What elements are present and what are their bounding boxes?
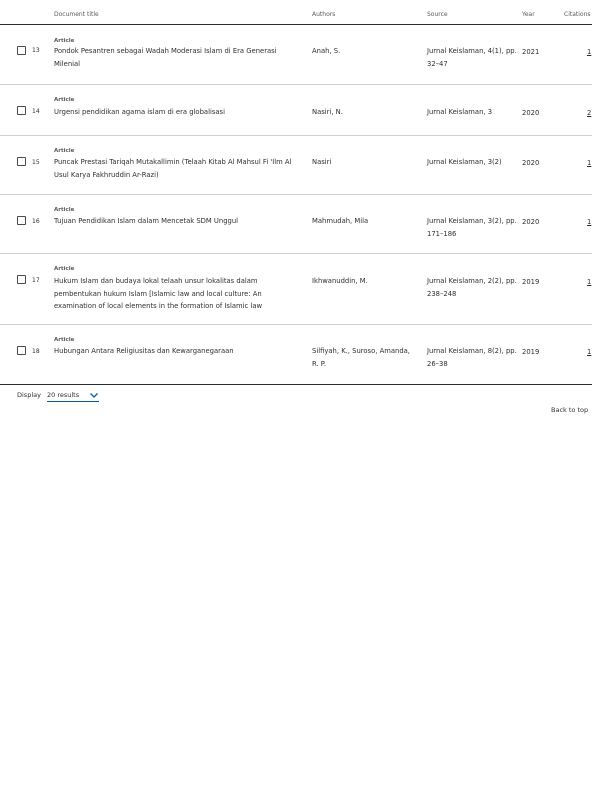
header-citations[interactable]: Citations (564, 11, 591, 18)
document-type: Article (54, 337, 75, 343)
table-row (0, 25, 592, 85)
author-link[interactable]: Anah, S. (312, 47, 341, 55)
header-source[interactable]: Source (427, 11, 448, 18)
author-link[interactable]: Mahmudah, Mila (312, 217, 369, 225)
row-checkbox[interactable] (17, 275, 26, 284)
source-text: Jurnal Keislaman, 2(2), pp. 238–248 (427, 277, 517, 298)
table-row (0, 136, 592, 195)
results-per-page-select[interactable] (47, 391, 99, 402)
document-type: Article (54, 207, 75, 213)
row-checkbox[interactable] (17, 46, 26, 55)
document-title-link[interactable]: Urgensi pendidikan agama islam di era globalisasi (54, 108, 225, 116)
citations-link[interactable]: 1 (587, 218, 592, 226)
source-text: Jurnal Keislaman, 3(2), pp. 171–186 (427, 217, 517, 238)
citations-link[interactable]: 1 (587, 159, 592, 167)
table-row (0, 254, 592, 325)
year-text: 2020 (522, 218, 540, 226)
row-number: 16 (32, 218, 40, 225)
year-text: 2020 (522, 159, 540, 167)
table-row (0, 195, 592, 254)
row-checkbox[interactable] (17, 106, 26, 115)
author-link[interactable]: Ikhwanuddin, M. (312, 277, 368, 285)
display-label: Display (17, 391, 41, 399)
back-to-top-link[interactable]: Back to top (551, 406, 589, 414)
row-checkbox[interactable] (17, 216, 26, 225)
source-text: Jurnal Keislaman, 3 (427, 108, 493, 116)
row-number: 14 (32, 108, 40, 115)
source-text: Jurnal Keislaman, 8(2), pp. 26–38 (427, 347, 517, 368)
document-title-link[interactable]: Hubungan Antara Religiusitas dan Kewarganegaraan (54, 347, 234, 355)
document-type: Article (54, 266, 75, 272)
author-link[interactable]: Nasiri (312, 158, 332, 166)
document-type: Article (54, 97, 75, 103)
source-text: Jurnal Keislaman, 4(1), pp. 32–47 (427, 47, 517, 68)
row-number: 15 (32, 159, 40, 166)
row-number: 17 (32, 277, 40, 284)
citations-link[interactable]: 1 (587, 48, 592, 56)
citations-link[interactable]: 2 (587, 109, 592, 117)
results-per-page-value: 20 results (47, 391, 80, 399)
document-title-link[interactable]: Puncak Prestasi Tariqah Mutakallimin (Telaah Kitab Al Mahsul Fi 'Ilm Al Usul Karya Fakhruddin Ar-Razi) (54, 158, 292, 179)
header-year[interactable]: Year (522, 11, 535, 18)
document-type: Article (54, 38, 75, 44)
citations-link[interactable]: 1 (587, 278, 592, 286)
document-title-link[interactable]: Tujuan Pendidikan Islam dalam Mencetak SDM Unggul (54, 217, 239, 225)
table-row (0, 325, 592, 385)
table-row (0, 85, 592, 136)
year-text: 2019 (522, 278, 540, 286)
year-text: 2020 (522, 109, 540, 117)
source-text: Jurnal Keislaman, 3(2) (427, 158, 502, 166)
citations-link[interactable]: 1 (587, 348, 592, 356)
row-number: 18 (32, 348, 40, 355)
header-authors[interactable]: Authors (312, 11, 336, 18)
row-number: 13 (32, 47, 40, 54)
document-title-link[interactable]: Pondok Pesantren sebagai Wadah Moderasi Islam di Era Generasi Milenial (54, 47, 277, 68)
header-document-title[interactable]: Document title (54, 11, 99, 18)
author-link[interactable]: Nasiri, N. (312, 108, 343, 116)
year-text: 2019 (522, 348, 540, 356)
year-text: 2021 (522, 48, 540, 56)
row-checkbox[interactable] (17, 346, 26, 355)
table-header (0, 8, 592, 25)
document-title-link[interactable]: Hukum Islam dan budaya lokal telaah unsur lokalitas dalam pembentukan hukum Islam [Islamic law and local culture: An examination of local elements in the formation of Islamic law (54, 277, 263, 310)
document-type: Article (54, 148, 75, 154)
chevron-down-icon (89, 390, 99, 400)
row-checkbox[interactable] (17, 157, 26, 166)
author-link[interactable]: Silfiyah, K., Suroso, Amanda, R. P. (312, 347, 410, 368)
